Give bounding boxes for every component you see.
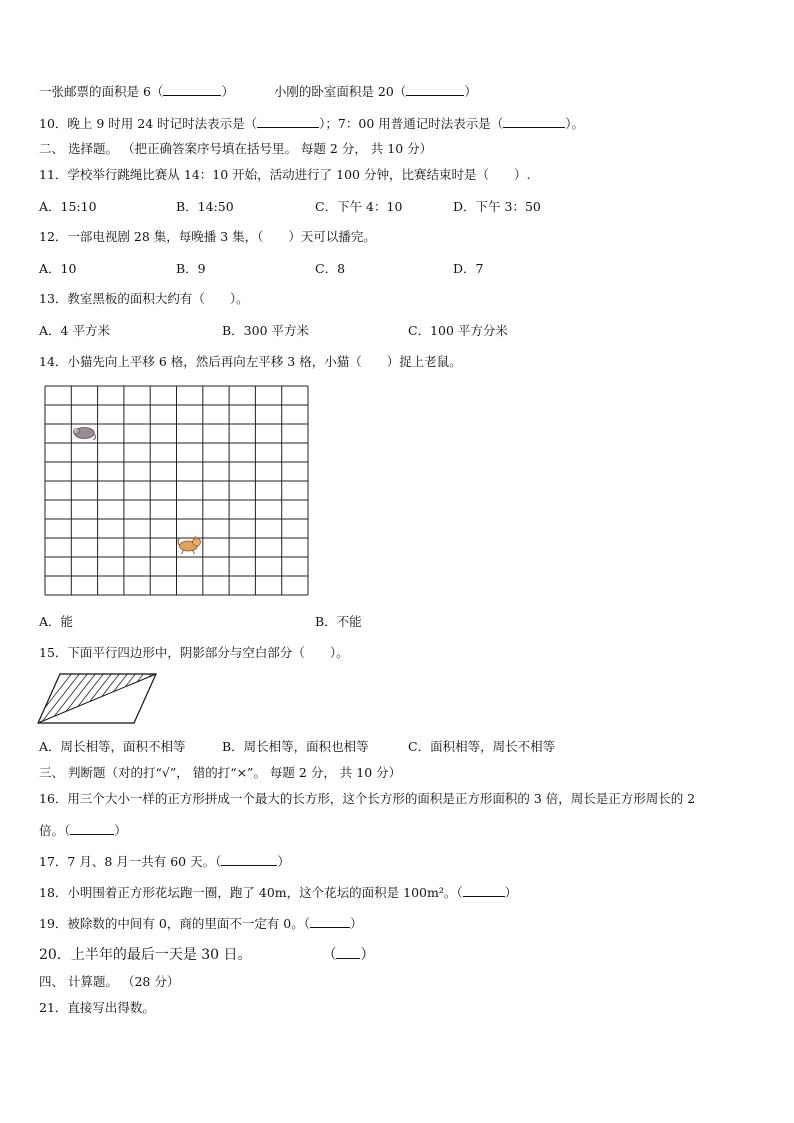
q19-blank[interactable]: [310, 915, 350, 928]
q16-text: 倍。（: [39, 823, 71, 838]
question-21: 21．直接写出得数。: [39, 1000, 155, 1015]
q10-text-b: ）；7：00 用普通记时法表示是（: [319, 116, 504, 131]
q14-option-a[interactable]: A．能: [39, 614, 74, 629]
question-16-line-2: [39, 822, 127, 839]
q10-blank-1[interactable]: [257, 115, 319, 128]
q18-end: ）: [504, 885, 518, 900]
diagonal-line: [38, 674, 156, 723]
q9-part1-end: ）: [221, 84, 234, 99]
q14-grid-figure: [44, 385, 310, 596]
q12-option-c[interactable]: C．8: [315, 261, 346, 276]
q19-end: ）: [350, 916, 363, 931]
q11-option-d[interactable]: D．下午 3：50: [453, 199, 541, 214]
question-19: [39, 915, 363, 932]
question-15-stem: 15．下面平行四边形中，阴影部分与空白部分（ ）。: [39, 645, 349, 660]
section-4-heading: 四、 计算题。 （28 分）: [39, 974, 180, 989]
section-2-heading: 二、 选择题。 （把正确答案序号填在括号里。 每题 2 分， 共 10 分）: [39, 141, 433, 156]
question-11-stem: 11．学校举行跳绳比赛从 14：10 开始，活动进行了 100 分钟，比赛结束时是（ ）.: [39, 167, 531, 182]
q9-part1: 一张邮票的面积是 6（: [39, 84, 164, 99]
question-20: [39, 946, 374, 963]
q14-option-b[interactable]: B．不能: [315, 614, 362, 629]
q13-option-a[interactable]: A．4 平方米: [39, 323, 110, 338]
q9-blank-1[interactable]: [163, 83, 221, 96]
q19-text: 19．被除数的中间有 0，商的里面不一定有 0。（: [39, 916, 311, 931]
q9-part2-end: ）: [464, 84, 477, 99]
question-13-stem: 13．教室黑板的面积大约有（ ）。: [39, 291, 249, 306]
q20-text: 20．上半年的最后一天是 30 日。: [39, 947, 252, 963]
q16-end: ）: [114, 823, 127, 838]
q12-option-b[interactable]: B．9: [176, 261, 206, 276]
mouse-icon: [73, 427, 95, 440]
q15-option-c[interactable]: C．面积相等，周长不相等: [408, 739, 556, 754]
q11-option-b[interactable]: B．14:50: [176, 199, 234, 214]
q17-blank[interactable]: [221, 853, 277, 866]
q12-option-d[interactable]: D．7: [453, 261, 484, 276]
q15-parallelogram-figure: [36, 672, 160, 726]
q20-blank[interactable]: [336, 946, 360, 959]
q13-option-b[interactable]: B．300 平方米: [222, 323, 310, 338]
section-3-heading: 三、 判断题（对的打“√”， 错的打“×”。 每题 2 分， 共 10 分）: [39, 765, 402, 780]
question-18: [39, 884, 517, 901]
q15-option-b[interactable]: B．周长相等，面积也相等: [222, 739, 369, 754]
question-10: [39, 115, 584, 132]
q9-blank-2[interactable]: [406, 83, 464, 96]
q10-text-a: 10．晚上 9 时用 24 时记时法表示是（: [39, 116, 258, 131]
question-14-stem: 14．小猫先向上平移 6 格，然后再向左平移 3 格，小猫（ ）捉上老鼠。: [39, 354, 462, 369]
q17-end: ）: [277, 854, 290, 869]
q15-option-a[interactable]: A．周长相等，面积不相等: [39, 739, 186, 754]
q9-line: [39, 83, 477, 100]
q10-blank-2[interactable]: [503, 115, 565, 128]
q11-option-c[interactable]: C．下午 4：10: [315, 199, 403, 214]
q20-end: ）: [360, 947, 375, 963]
question-17: [39, 853, 290, 870]
q10-text-c: ）。: [565, 116, 585, 131]
q18-blank[interactable]: [463, 884, 505, 897]
q17-text: 17．7 月、8 月一共有 60 天。（: [39, 854, 222, 869]
q18-text: 18．小明围着正方形花坛跑一圈，跑了 40m，这个花坛的面积是 100m²。（: [39, 885, 463, 900]
q9-part2: 小刚的卧室面积是 20（: [273, 84, 407, 99]
q11-option-a[interactable]: A．15:10: [39, 199, 97, 214]
grid-lines: [45, 386, 308, 595]
question-12-stem: 12．一部电视剧 28 集，每晚播 3 集，（ ）天可以播完。: [39, 229, 376, 244]
q16-blank[interactable]: [70, 822, 114, 835]
q20-paren: （: [322, 947, 337, 963]
cat-icon: [178, 536, 201, 554]
q12-option-a[interactable]: A．10: [39, 261, 77, 276]
q13-option-c[interactable]: C．100 平方分米: [408, 323, 508, 338]
question-16-line-1: 16．用三个大小一样的正方形拼成一个最大的长方形，这个长方形的面积是正方形面积的 3 倍，周长是正方形周长的 2: [39, 791, 696, 806]
